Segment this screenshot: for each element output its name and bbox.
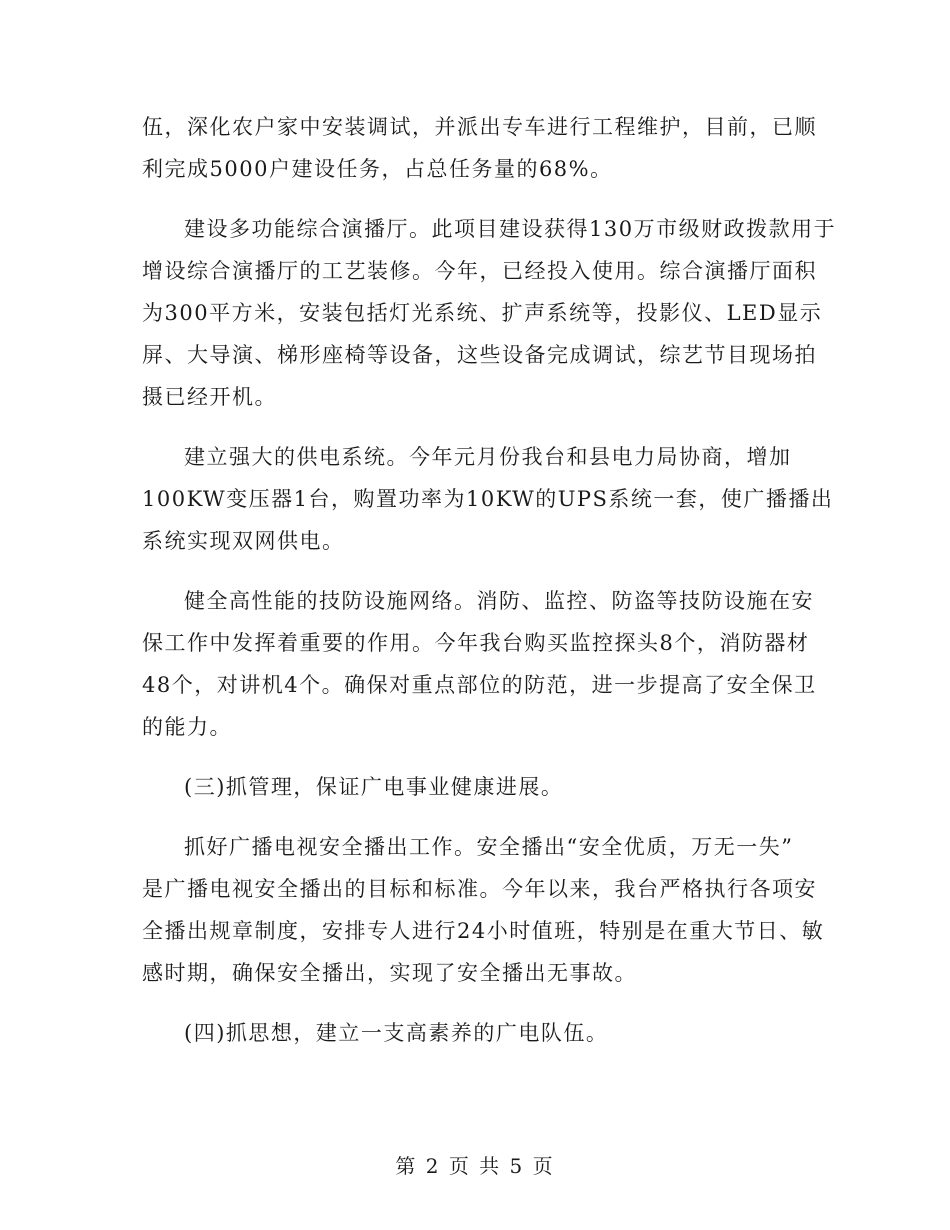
text-line: 伍，深化农户家中安装调试，并派出专车进行工程维护，目前，已顺 bbox=[142, 115, 817, 139]
paragraph-power-system bbox=[142, 436, 834, 562]
paragraph-continuation bbox=[142, 106, 817, 190]
text-line: 摄已经开机。 bbox=[142, 385, 277, 409]
text-line: 48个，对讲机4个。确保对重点部位的防范，进一步提高了安全保卫 bbox=[142, 673, 817, 697]
section-heading-3 bbox=[142, 766, 814, 808]
page-number-footer: 第 2 页 共 5 页 bbox=[395, 1154, 555, 1178]
text-line: (四)抓思想，建立一支高素养的广电队伍。 bbox=[184, 1021, 609, 1045]
text-line: 利完成5000户建设任务，占总任务量的68%。 bbox=[142, 157, 613, 181]
text-line: 增设综合演播厅的工艺装修。今年，已经投入使用。综合演播厅面积 bbox=[142, 259, 817, 283]
text-line: 保工作中发挥着重要的作用。今年我台购买监控探头8个，消防器材 bbox=[142, 631, 810, 655]
text-line: 是广播电视安全播出的目标和标准。今年以来，我台严格执行各项安 bbox=[142, 877, 817, 901]
paragraph-studio bbox=[142, 208, 837, 418]
text-line: 建立强大的供电系统。今年元月份我台和县电力局协商，增加 bbox=[184, 445, 792, 469]
text-line: 抓好广播电视安全播出工作。安全播出“安全优质，万无一失” bbox=[184, 835, 794, 859]
text-line: 屏、大导演、梯形座椅等设备，这些设备完成调试，综艺节目现场拍 bbox=[142, 343, 817, 367]
document-body bbox=[142, 106, 837, 1072]
section-heading-4 bbox=[142, 1012, 814, 1054]
paragraph-safe-broadcast bbox=[142, 826, 825, 994]
text-line: 建设多功能综合演播厅。此项目建设获得130万市级财政拨款用于 bbox=[184, 217, 837, 241]
text-line: 的能力。 bbox=[142, 715, 232, 739]
text-line: 感时期，确保安全播出，实现了安全播出无事故。 bbox=[142, 961, 637, 985]
text-line: 为300平方米，安装包括灯光系统、扩声系统等，投影仪、LED显示 bbox=[142, 301, 823, 325]
text-line: 100KW变压器1台，购置功率为10KW的UPS系统一套，使广播播出 bbox=[142, 487, 834, 511]
paragraph-security-network bbox=[142, 580, 817, 748]
text-line: 全播出规章制度，安排专人进行24小时值班，特别是在重大节日、敏 bbox=[142, 919, 825, 943]
text-line: 健全高性能的技防设施网络。消防、监控、防盗等技防设施在安 bbox=[184, 589, 814, 613]
text-line: 系统实现双网供电。 bbox=[142, 529, 345, 553]
text-line: (三)抓管理，保证广电事业健康进展。 bbox=[184, 775, 564, 799]
